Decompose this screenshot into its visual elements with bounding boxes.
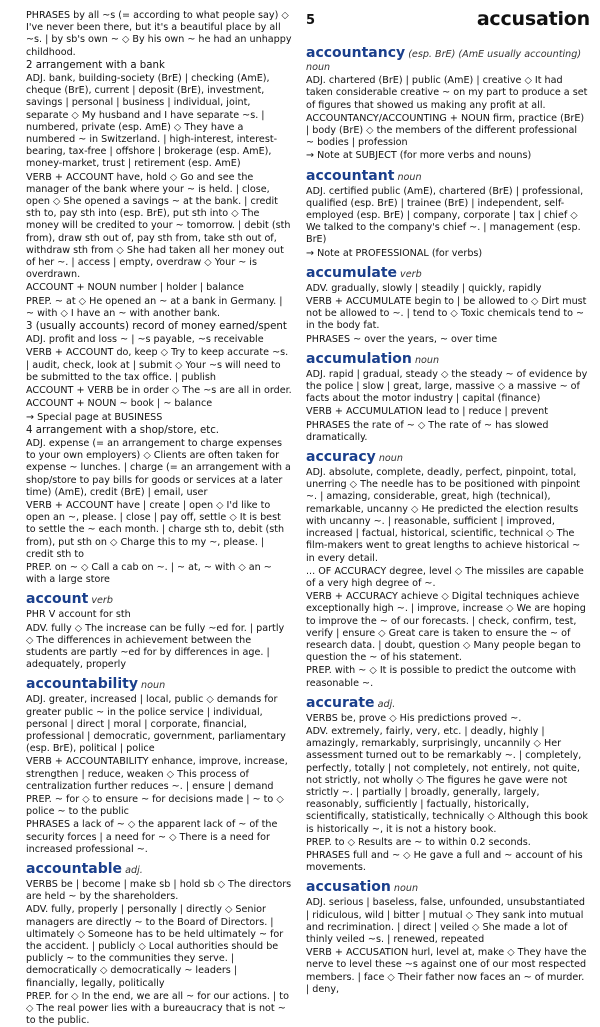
entry-heading [26, 591, 292, 608]
headword: accusation [306, 879, 391, 896]
part-of-speech: noun [394, 171, 422, 183]
entry-heading [26, 676, 292, 693]
entry-text: ADJ. rapid | gradual, steady ◇ the steady ~ of evidence by the police | slow | great, large, massive ◇ a massive ~ of facts about the motor industry | capital (finance) [306, 368, 588, 405]
entry-text: ADV. extremely, fairly, very, etc. | deadly, highly | amazingly, remarkably, surprisingly, uncannily ◇ Her assessment turned out to be remarkably ~. | completely, perfectly, totally | not completely, not entirely, not quite, not strictly, not wholly ◇ The figures he gave were not strictly ~. | partially | broadly, generally, largely, reasonably, sufficiently | factually, historically, scientifically, statistically, technically ◇ Although this book is historically ~, it is not a history book. [306, 725, 588, 835]
headword: account [26, 591, 89, 608]
entry-text: ACCOUNTANCY/ACCOUNTING + NOUN firm, practice (BrE) | body (BrE) ◇ the members of the different professional ~ bodies | profession [306, 112, 585, 149]
entry-text: PREP. with ~ ◇ It is possible to predict the outcome with reasonable ~. [306, 665, 577, 689]
entry-heading [306, 879, 588, 896]
sense-heading: 4 arrangement with a shop/store, etc. [26, 424, 220, 436]
entry-text: → Note at PROFESSIONAL (for verbs) [306, 247, 483, 259]
entry-heading [306, 265, 588, 282]
entry-text: PREP. on ~ ◇ Call a cab on ~. | ~ at, ~ with ◇ an ~ with a large store [26, 561, 272, 586]
entry-text: VERB + ACCUSATION hurl, level at, make ◇ They have the nerve to level these ~s against one of our most respected members. | face ◇ Their father now faces an ~ of murder. | deny, [306, 947, 587, 995]
sense-heading: 3 (usually accounts) record of money earned/spent [26, 321, 287, 333]
entry-text: PHR V account for sth [26, 609, 131, 621]
entry-heading [306, 449, 588, 466]
entry-text: PREP. to ◇ Results are ~ to within 0.2 seconds. [306, 836, 531, 848]
entry-text: ACCOUNT + NOUN ~ book | ~ balance [26, 398, 213, 410]
headword: accuracy [306, 449, 376, 466]
entry-text: VERBS be, prove ◇ His predictions proved ~. [306, 712, 522, 724]
entry-heading [306, 168, 588, 185]
part-of-speech: noun [375, 453, 403, 465]
entry-text: VERB + ACCOUNTABILITY enhance, improve, increase, strengthen | reduce, weaken ◇ This process of centralization further reduces ~. | ensure | demand [26, 756, 288, 792]
entry-text: ... OF ACCURACY degree, level ◇ The missiles are capable of a very high degree of ~. [306, 565, 584, 589]
entry-text: VERB + ACCOUNT have, hold ◇ Go and see the manager of the bank where your ~ is held. | close, open ◇ She opened a savings ~ at the bank. | credit sth to, pay sth into (esp. BrE), put sth into ◇ The money will be credited to your ~ tomorrow. | debit (sth from), draw sth out of, pay sth from, take sth out of, withdraw sth from ◇ She had taken all her money out of her ~. | access | empty, overdraw ◇ Your ~ is overdrawn. [26, 171, 291, 281]
entry-text: ACCOUNT + NOUN number | holder | balance [26, 282, 244, 294]
entry-text: ADV. gradually, slowly | steadily | quickly, rapidly [306, 282, 542, 294]
entry-text: VERBS be | become | make sb | hold sb ◇ The directors are held ~ by the shareholders. [26, 879, 292, 903]
part-of-speech: adj. [122, 865, 143, 876]
entry-heading [306, 695, 588, 712]
part-of-speech: noun [137, 680, 166, 692]
entry-text: ADJ. serious | baseless, false, unfounded, unsubstantiated | ridiculous, wild | bitter | mutual ◇ They sank into mutual and recrimination. | direct | veiled ◇ She made a lot of thinly veiled ~s. | renewed, repeated [306, 897, 585, 945]
entry-text: VERB + ACCOUNT have | create | open ◇ I'd like to open an ~, please. | close | pay off, settle ◇ It is best to settle the ~ each month. | charge sth to, debit (sth from), put sth on ◇ Charge this to my ~, please. | credit sth to [26, 499, 285, 560]
entry-text: ADJ. bank, building-society (BrE) | checking (AmE), cheque (BrE), current | deposit (BrE), investment, savings | personal | business | individual, joint, separate ◇ My husband and I have separate ~s. | numbered, private (esp. AmE) ◇ They have a numbered ~ in Switzerland. | high-interest, interest-bearing, tax-free | offshore | brokerage (esp. AmE), money-market, trust | retirement (esp. AmE) [26, 73, 278, 170]
entry-heading [306, 351, 588, 368]
entry-text: ADJ. certified public (AmE), chartered (BrE) | professional, qualified (esp. BrE) | trainee (BrE) | independent, self-employed (esp. BrE) | company, corporate | tax | chief ◇ We talked to the company's chief ~. | management (esp. BrE) [306, 185, 584, 246]
entry-heading [26, 861, 292, 878]
entry-text: PHRASES by all ~s (= according to what people say) ◇ I've never been there, but it's a beautiful place by all ~s. | by sb's own ~ ◇ By his own ~ he had an unhappy childhood. [26, 10, 292, 58]
entry-text: ADJ. greater, increased | local, public ◇ demands for greater public ~ in the police service | individual, personal | direct | moral | corporate, financial, professional | democratic, government, parliamentary (esp. BrE), political | police [26, 694, 286, 755]
headword: accountable [26, 861, 123, 877]
entry-text: ADJ. chartered (BrE) | public (AmE) | creative ◇ It had taken considerable creative ~ on my part to produce a set of figures that showed us making any profit at all. [306, 75, 588, 111]
entry-text: ADJ. absolute, complete, deadly, perfect, pinpoint, total, unerring ◇ The needle has to be positioned with pinpoint ~. | amazing, considerable, great, high (technical), remarkable, uncanny ◇ He predicted the election results with uncanny ~. | reasonable, sufficient | improved, increased | factual, historical, scientific, technical ◇ The film-makers went to great lengths to achieve historical ~ in every detail. [306, 467, 581, 564]
entry-text: ADV. fully ◇ The increase can be fully ~ed for. | partly ◇ The differences in achievement between the students are partly ~ed for by differences in age. | adequately, properly [26, 622, 285, 671]
headword: accumulation [306, 350, 412, 367]
headword: accurate [306, 694, 375, 711]
entry-text: VERB + ACCOUNT do, keep ◇ Try to keep accurate ~s. | audit, check, look at | submit ◇ Your ~s will need to be submitted to the tax office. | publish [26, 347, 289, 383]
entry-text: PREP. for ◇ In the end, we are all ~ for our actions. | to ◇ The real power lies with a bureaucracy that is not ~ to the public. [26, 990, 289, 1027]
headword: accountancy [306, 45, 406, 61]
part-of-speech: noun [390, 883, 419, 895]
entry-text: PHRASES the rate of ~ ◇ The rate of ~ has slowed dramatically. [306, 419, 549, 443]
entry-text: ADV. fully, properly | personally | directly ◇ Senior managers are directly ~ to the Board of Directors. | ultimately ◇ Someone has to be held ultimately ~ for the accident. | publicly ◇ Local authorities should be publicly ~ to the communities they serve. | democratically ◇ democratically ~ leaders | financially, legally, politically [26, 904, 284, 989]
running-head: accusation [476, 8, 590, 30]
part-of-speech: (esp. BrE) (AmE usually accounting) noun [306, 49, 582, 73]
part-of-speech: verb [88, 595, 113, 607]
entry-text: VERB + ACCUMULATE begin to | be allowed to ◇ Dirt must not be allowed to ~. | tend to ◇ Toxic chemicals tend to ~ in the body fat. [306, 296, 587, 332]
left-column [26, 10, 292, 1027]
entry-text: VERB + ACCUMULATION lead to | reduce | prevent [306, 406, 548, 418]
part-of-speech: verb [397, 268, 422, 280]
entry-text: PHRASES ~ over the years, ~ over time [306, 333, 498, 345]
entry-text: PREP. ~ at ◇ He opened an ~ at a bank in Germany. | ~ with ◇ I have an ~ with another bank. [26, 295, 283, 319]
headword: accumulate [306, 264, 397, 281]
entry-text: PHRASES a lack of ~ ◇ the apparent lack of ~ of the security forces | a need for ~ ◇ There is a need for increased professional ~. [26, 819, 278, 855]
headword: accountant [306, 167, 395, 184]
page-number: 5 [306, 13, 316, 28]
part-of-speech: noun [411, 354, 440, 366]
entry-text: → Special page at BUSINESS [26, 411, 163, 423]
right-column [306, 40, 588, 995]
sense-heading: 2 arrangement with a bank [26, 59, 165, 71]
entry-text: → Note at SUBJECT (for more verbs and nouns) [306, 150, 532, 162]
headword: accountability [26, 676, 138, 693]
entry-text: ACCOUNT + VERB be in order ◇ The ~s are all in order. [26, 385, 292, 397]
entry-text: PREP. ~ for ◇ to ensure ~ for decisions made | ~ to ◇ police ~ to the public [26, 793, 284, 818]
entry-text: ADJ. profit and loss ~ | ~s payable, ~s receivable [26, 334, 264, 346]
entry-text: VERB + ACCURACY achieve ◇ Digital techniques achieve exceptionally high ~. | improve, increase ◇ We are hoping to improve the ~ of our forecasts. | check, confirm, test, verify | ensure ◇ Great care is taken to ensure the ~ of research data. | doubt, question ◇ Many people began to question the ~ of his statement. [306, 591, 586, 664]
entry-text: ADJ. expense (= an arrangement to charge expenses to your own employers) ◇ Clients are often taken for expense ~ lunches. | charge (= an arrangement with a shop/store to pay bills for goods or services at a later time) (AmE), credit (BrE) | email, user [26, 437, 291, 498]
entry-text: PHRASES full and ~ ◇ He gave a full and ~ account of his movements. [306, 849, 583, 874]
entry-heading [306, 45, 588, 74]
part-of-speech: adj. [374, 698, 396, 710]
